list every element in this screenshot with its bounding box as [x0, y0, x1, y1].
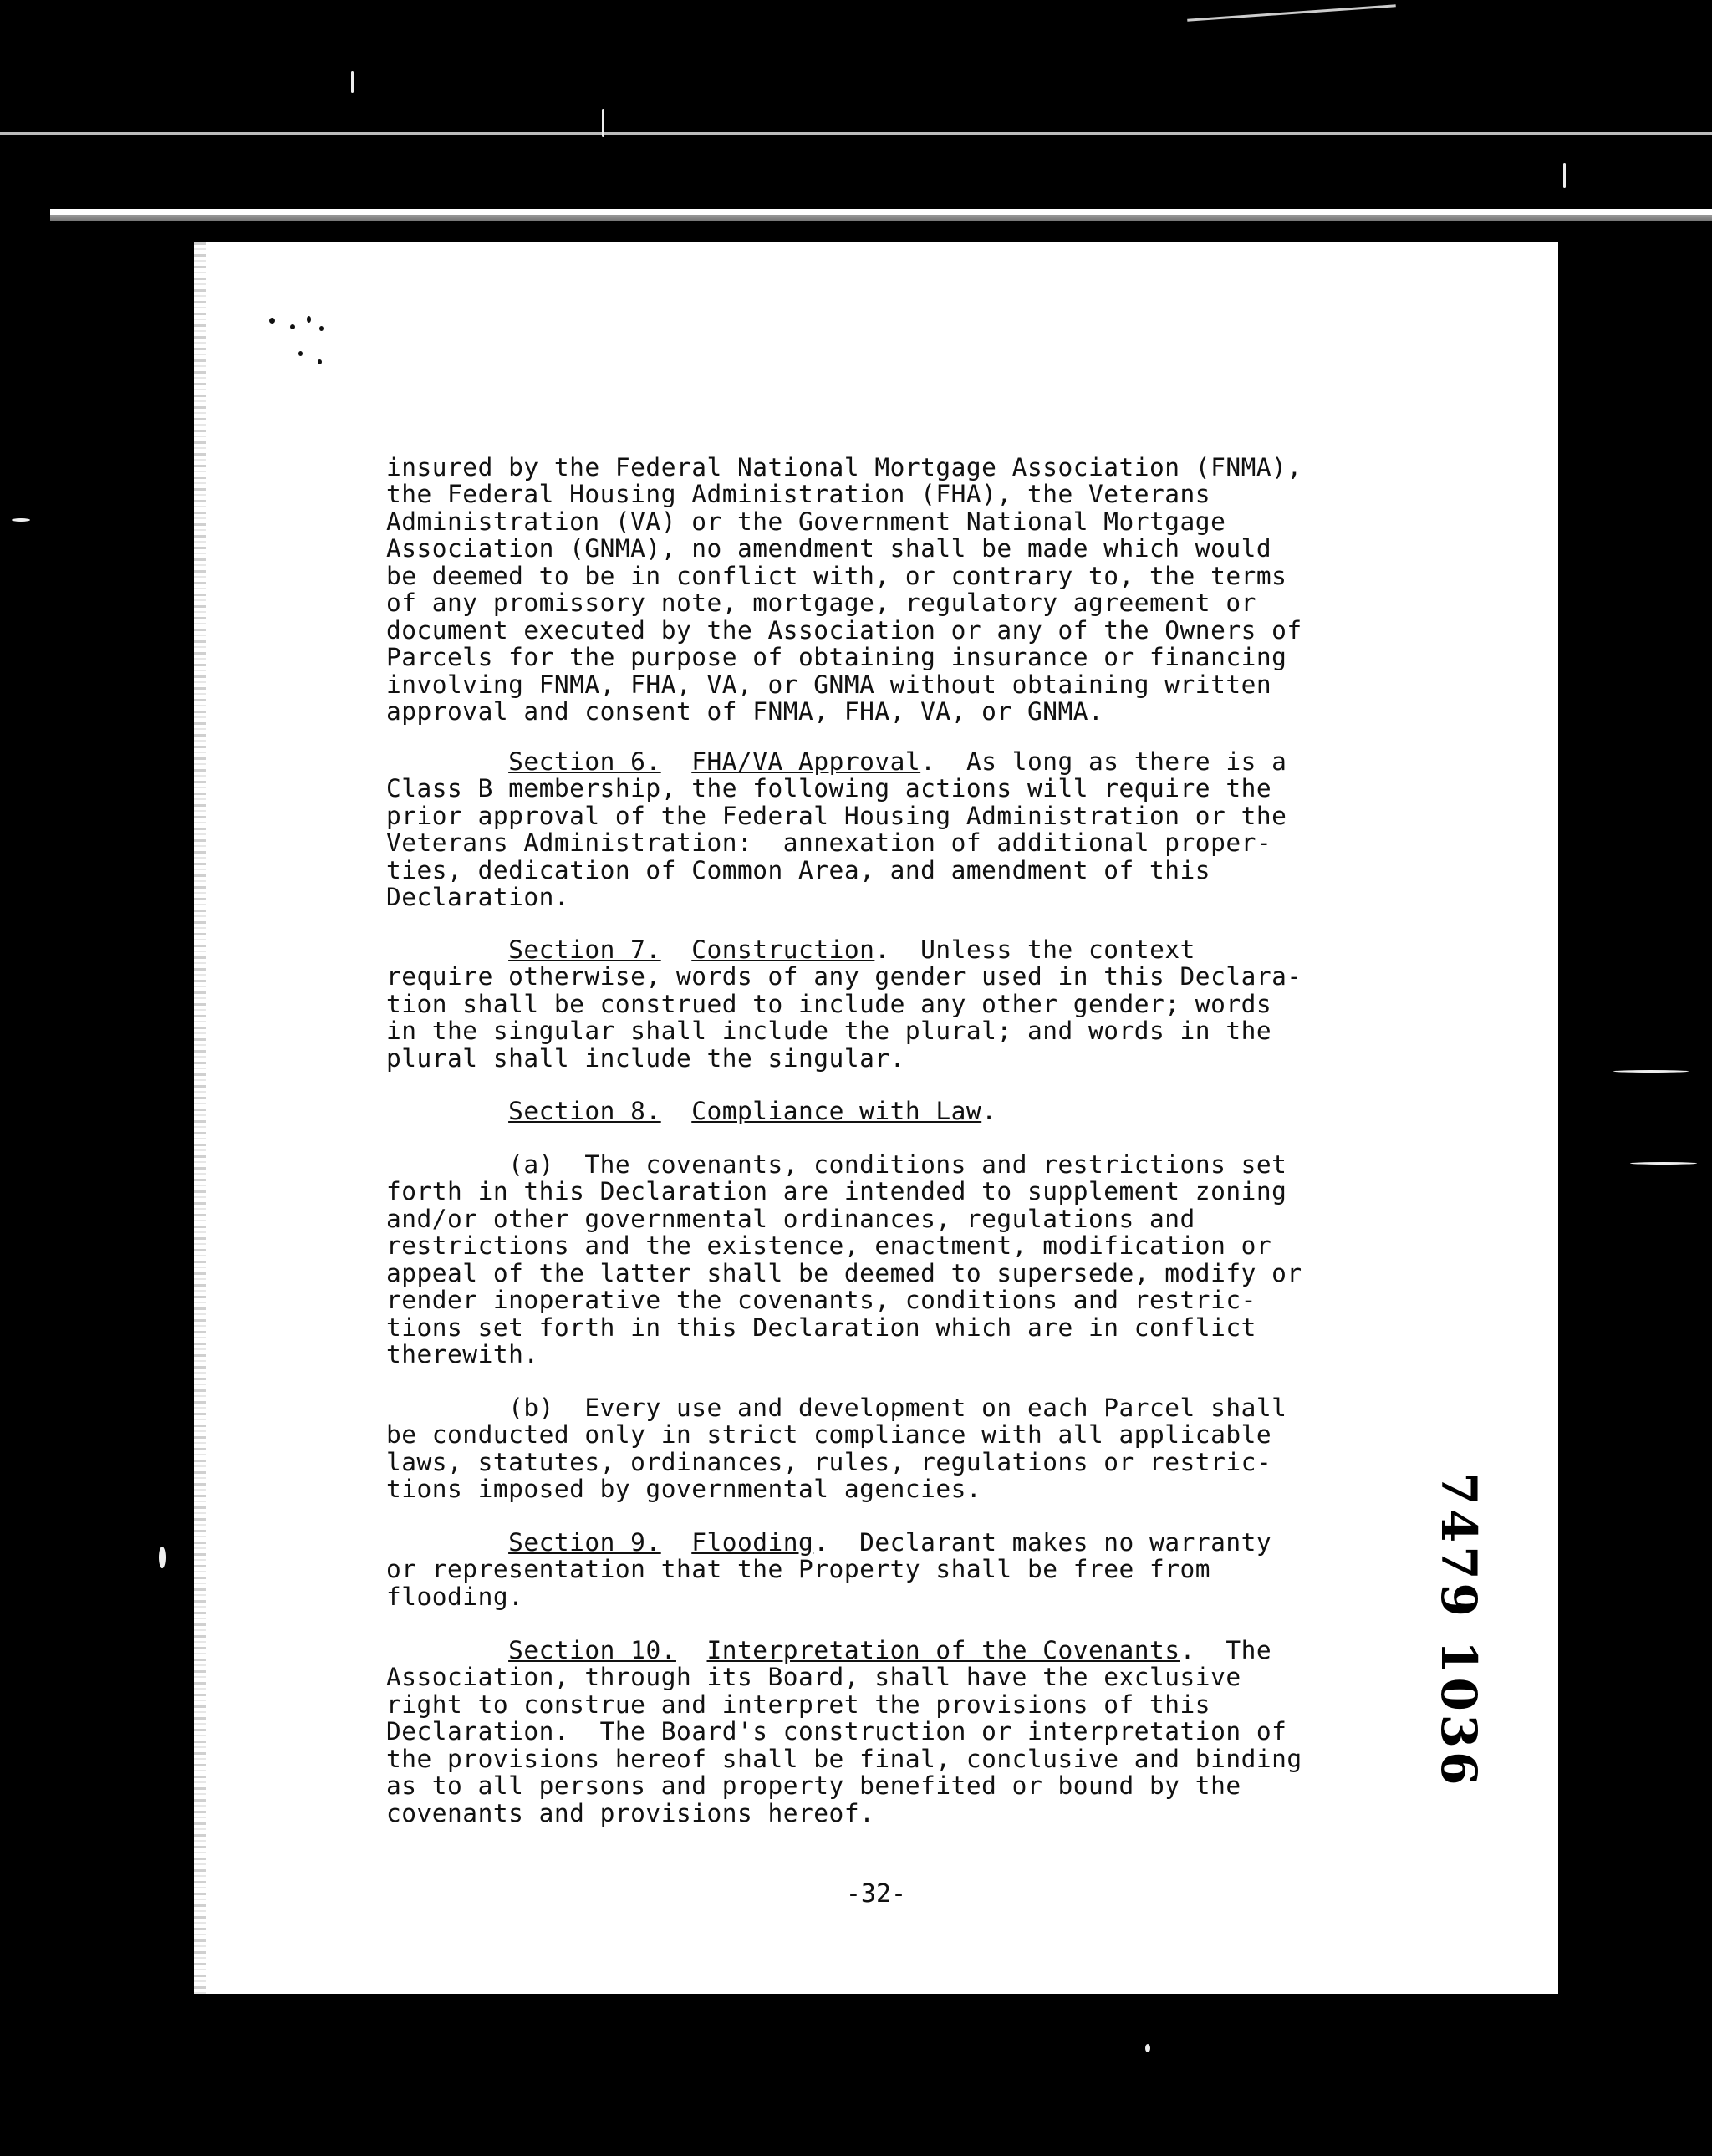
section-6-label: Section 6.: [508, 747, 661, 776]
scan-speck: [1145, 2044, 1150, 2052]
section-7-body: require otherwise, words of any gender used in this Declara- tion shall be construed to include any other gender; words in the singular shall include the plural; and words in the plural shall include the singular.: [386, 962, 1302, 1073]
document-page: [194, 242, 1558, 1994]
section-8-label: Section 8.: [508, 1096, 661, 1125]
recording-stamp-text: 7479 1036: [1430, 1471, 1487, 1789]
scan-speck: [298, 351, 303, 356]
scan-artifact-line: [50, 209, 1712, 221]
recording-stamp: [1413, 1471, 1505, 1789]
section-8-a-body: forth in this Declaration are intended to supplement zoning and/or other governmental ordinances, regulations and restrictions and the existence, enactment, modification or appeal of the latter shall be deemed to supersede, modify or render inoperative the covenants, conditions and restric- tions set forth in this Declaration which are in conflict therewith.: [386, 1177, 1302, 1369]
section-6: Section 6. FHA/VA Approval. As long as there is a Class B membership, the following actions will require the prior approval of the Federal Housing Administration or the Veterans Administration: annexation of additional proper- ties, dedication of Common Area, and amendment of this Declaration.: [386, 747, 1287, 911]
section-8-b-lead: (b) Every use and development on each Parcel shall: [508, 1393, 1287, 1422]
section-8-a: [386, 1124, 1573, 1395]
section-7: Section 7. Construction. Unless the context require otherwise, words of any gender used in this Declara- tion shall be construed to include any other gender; words in the singular shall include the plural; and words in the plural shall include the singular.: [386, 935, 1302, 1073]
section-7-label: Section 7.: [508, 935, 661, 964]
section-6-body: Class B membership, the following actions will require the prior approval of the Federal Housing Administration or the Veterans Administration: annexation of additional proper- ties, dedication of Common Area, and amendment of this Declaration.: [386, 774, 1287, 911]
scan-artifact-line: [0, 132, 1712, 135]
section-10-title: Interpretation of the Covenants: [706, 1635, 1180, 1664]
scan-speck: [351, 71, 354, 93]
section-10: Section 10. Interpretation of the Covenants. The Association, through its Board, shall have the exclusive right to construe and interpret the provisions of this Declaration. The Board's construction or interpretation of the provisions hereof shall be final, conclusive and binding as to all persons and property benefited or bound by the covenants and provisions hereof.: [386, 1635, 1302, 1827]
paragraph-fnma: insured by the Federal National Mortgage Association (FNMA), the Federal Housing Administration (FHA), the Veterans Administration (VA) or the Government National Mortgage Association (GNMA), no amendment shall be made which would be deemed to be in conflict with, or contrary to, the terms of any promissory note, mortgage, regulatory agreement or document executed by the Association or any of the Owners of Parcels for the purpose of obtaining insurance or financing involving FNMA, FHA, VA, or GNMA without obtaining written approval and consent of FNMA, FHA, VA, or GNMA.: [386, 452, 1302, 726]
scan-speck: [319, 326, 324, 331]
scan-artifact-line: [1187, 4, 1396, 21]
section-6-title: FHA/VA Approval: [691, 747, 921, 776]
section-8: Section 8. Compliance with Law.: [508, 1096, 997, 1125]
scan-speck: [1613, 1070, 1689, 1073]
scan-speck: [602, 109, 604, 137]
section-8-b-body: be conducted only in strict compliance with all applicable laws, statutes, ordinances, rules, regulations or restric- tions imposed by governmental agencies.: [386, 1420, 1272, 1503]
section-9: Section 9. Flooding. Declarant makes no warranty or representation that the Property shall be free from flooding.: [386, 1527, 1272, 1611]
section-9-label: Section 9.: [508, 1527, 661, 1557]
page-number: -32-: [845, 1879, 907, 1909]
scan-speck: [1563, 163, 1566, 188]
section-10-lead: The: [1225, 1635, 1272, 1664]
scan-speck: [1630, 1162, 1697, 1165]
section-6-lead: As long as there is a: [966, 747, 1287, 776]
section-7-title: Construction: [691, 935, 875, 964]
scan-speck: [307, 316, 311, 323]
scan-speck: [290, 324, 295, 329]
section-8-a-lead: (a) The covenants, conditions and restrictions set: [508, 1149, 1287, 1179]
scan-speck: [159, 1547, 166, 1568]
section-8-title: Compliance with Law: [691, 1096, 982, 1125]
section-9-title: Flooding: [691, 1527, 814, 1557]
scan-speck: [269, 318, 275, 324]
page-scan-edge: [194, 242, 206, 1994]
section-6-indent: [386, 747, 508, 776]
section-7-lead: Unless the context: [920, 935, 1195, 964]
section-10-label: Section 10.: [508, 1635, 676, 1664]
scan-speck: [318, 359, 322, 364]
section-9-lead: Declarant makes no warranty: [859, 1527, 1272, 1557]
scan-speck: [12, 518, 30, 522]
section-9-body: or representation that the Property shall be free from flooding.: [386, 1555, 1211, 1611]
section-10-body: Association, through its Board, shall have the exclusive right to construe and interpret the provisions of this Declaration. The Board's construction or interpretation of the provisions hereof shall be final, conclusive and binding as to all persons and property benefited or bound by the covenants and provisions hereof.: [386, 1663, 1302, 1827]
